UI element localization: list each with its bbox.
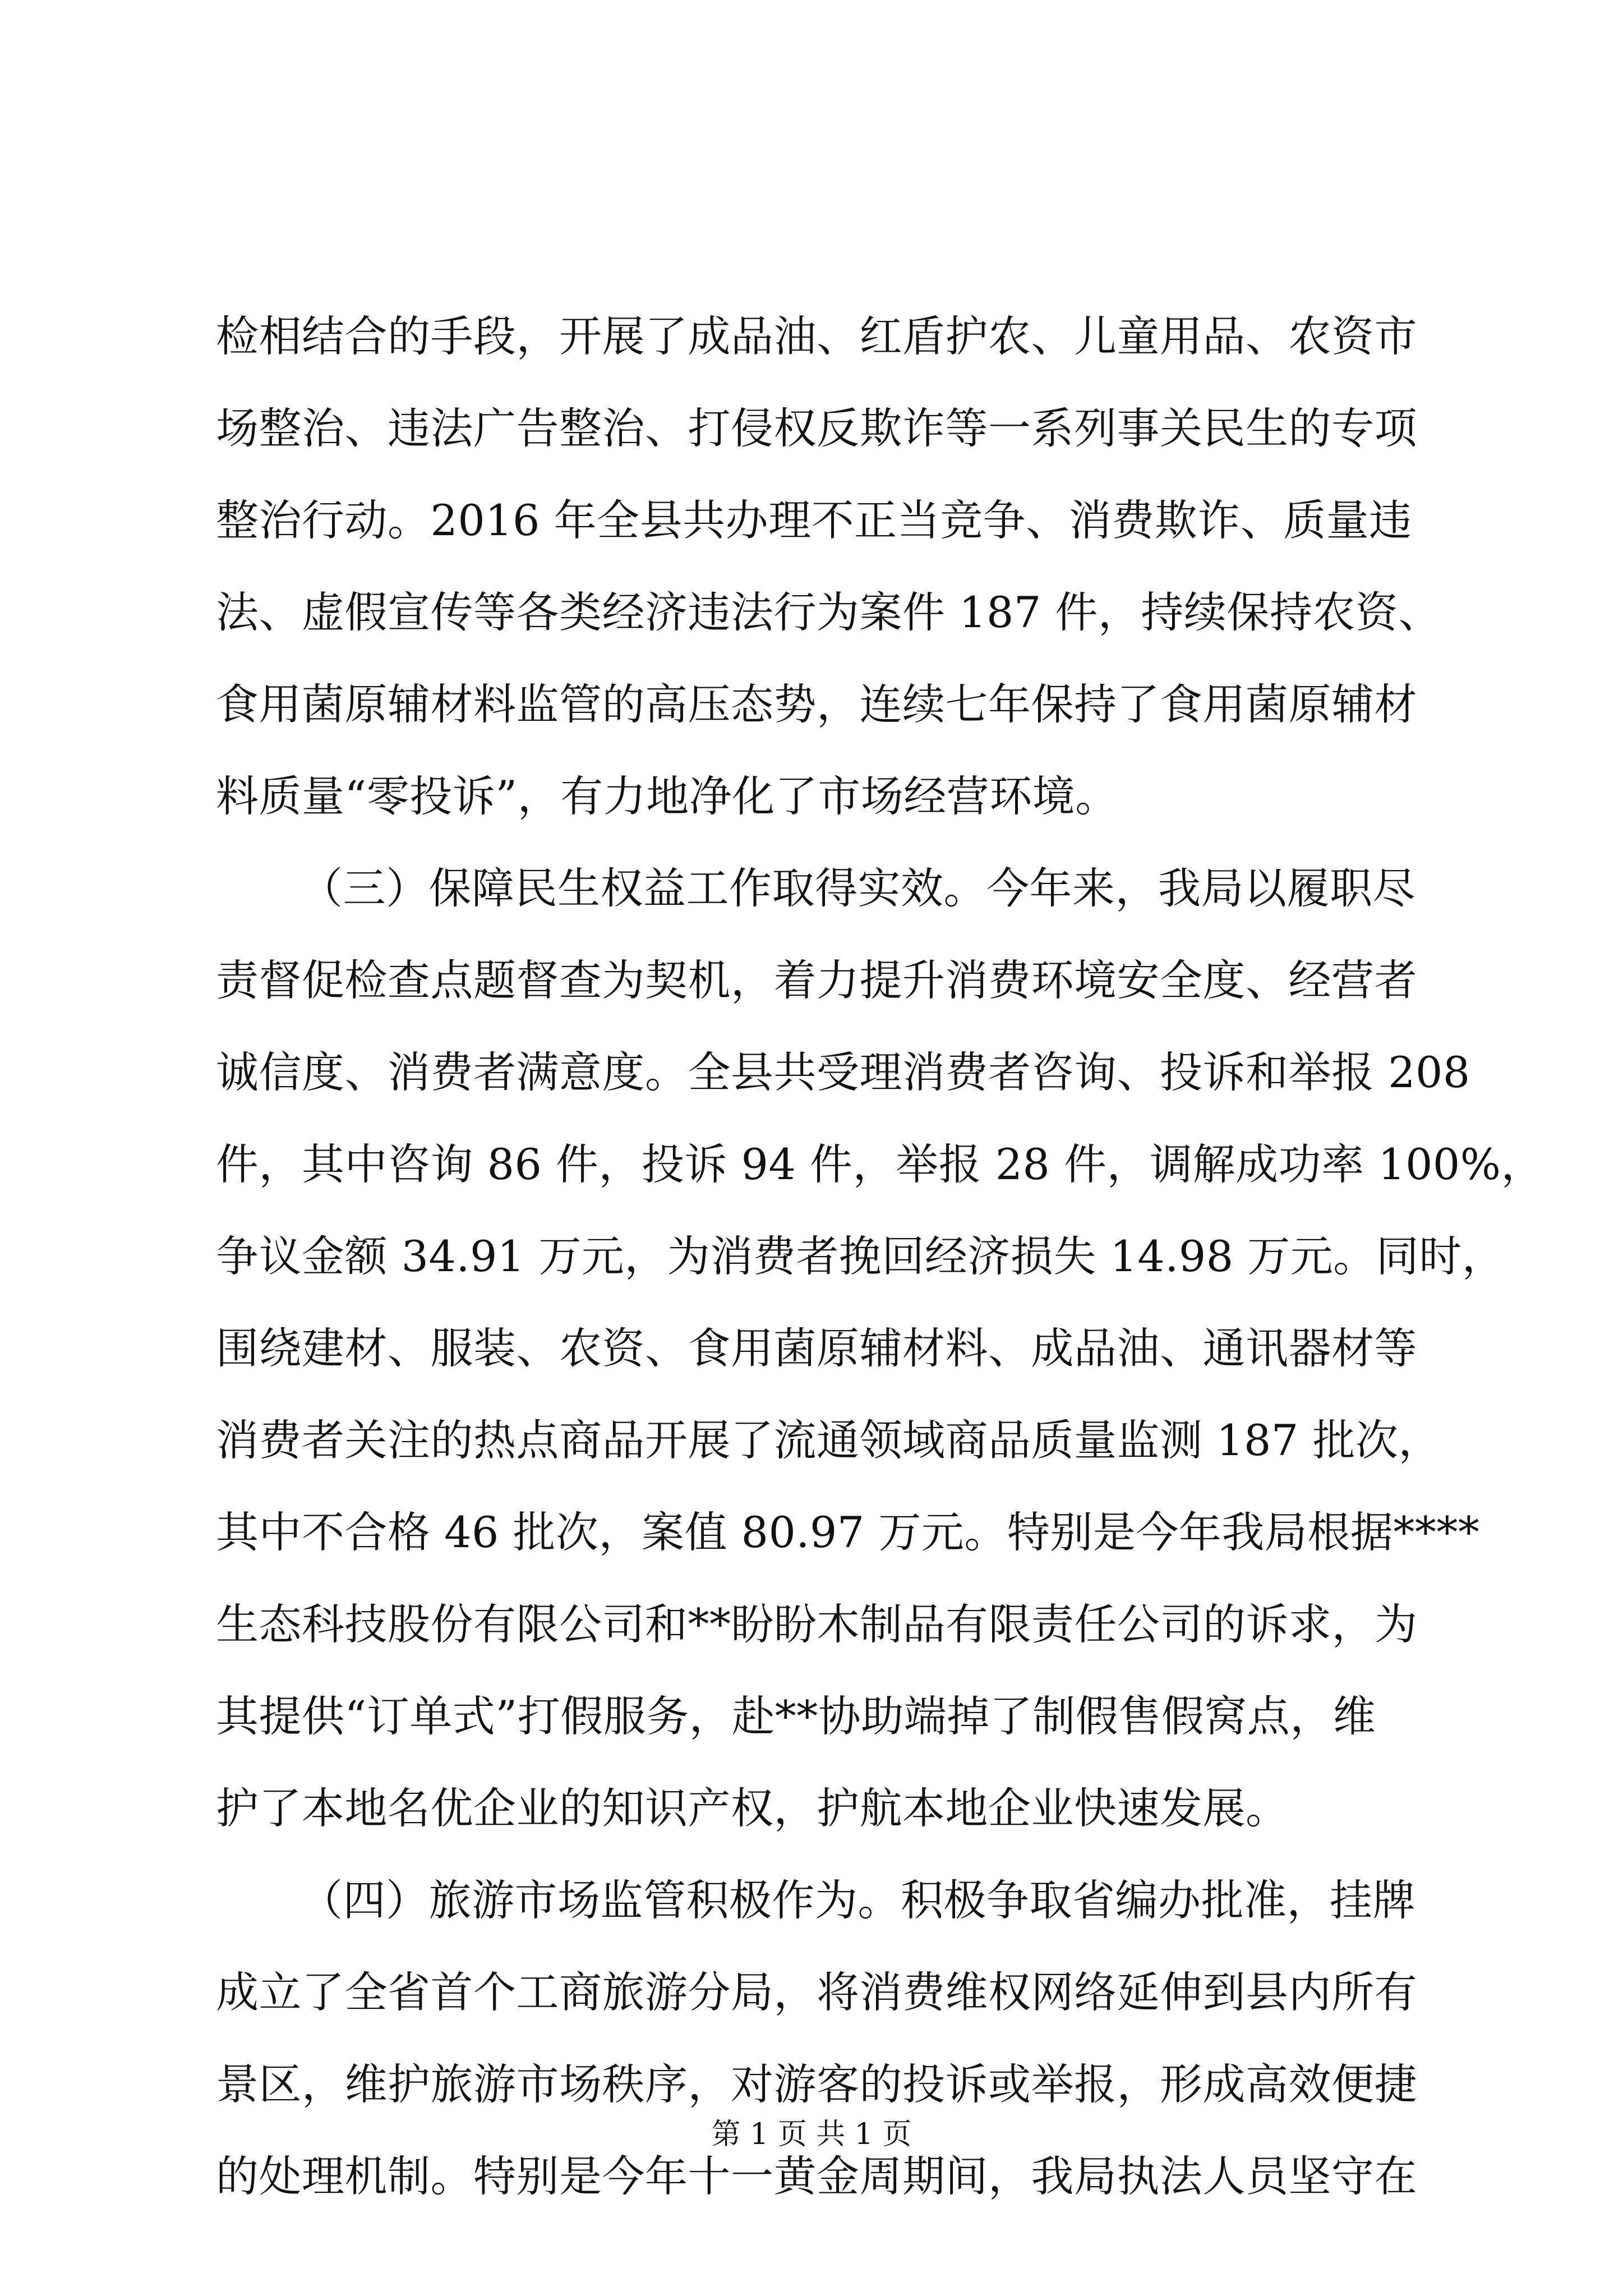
text-line: 责督促检查点题督查为契机，着力提升消费环境安全度、经营者 (216, 955, 1417, 1005)
text-line: 护了本地名优企业的知识产权，护航本地企业快速发展。 (216, 1783, 1289, 1833)
text-line: 诚信度、消费者满意度。全县共受理消费者咨询、投诉和举报 208 (216, 1047, 1470, 1097)
text-line: 生态科技股份有限公司和**盼盼木制品有限责任公司的诉求，为 (216, 1599, 1418, 1649)
paragraph-heading-4: （四）旅游市场监管积极作为。积极争取省编办批准，挂牌 (300, 1875, 1415, 1925)
text-line: 其中不合格 46 批次，案值 80.97 万元。特别是今年我局根据**** (216, 1507, 1480, 1557)
text-line: 食用菌原辅材料监管的高压态势，连续七年保持了食用菌原辅材 (216, 679, 1417, 729)
text-line: 场整治、违法广告整治、打侵权反欺诈等一系列事关民生的专项 (216, 403, 1417, 453)
body-text (216, 291, 1544, 2223)
text-line: 的处理机制。特别是今年十一黄金周期间，我局执法人员坚守在 (216, 2151, 1417, 2201)
text-line: 料质量“零投诉”，有力地净化了市场经营环境。 (216, 771, 1118, 821)
text-line: 景区，维护旅游市场秩序，对游客的投诉或举报，形成高效便捷 (216, 2059, 1417, 2109)
text-line: 消费者关注的热点商品开展了流通领域商品质量监测 187 批次， (216, 1415, 1441, 1465)
text-line: 其提供“订单式”打假服务，赴**协助端掉了制假售假窝点，维 (216, 1691, 1376, 1741)
text-line: 成立了全省首个工商旅游分局，将消费维权网络延伸到县内所有 (216, 1967, 1417, 2017)
page-footer: 第 1 页 共 1 页 (711, 2118, 912, 2151)
text-line: 检相结合的手段，开展了成品油、红盾护农、儿童用品、农资市 (216, 311, 1417, 361)
text-line: 法、虚假宣传等各类经济违法行为案件 187 件，持续保持农资、 (216, 587, 1441, 637)
paragraph-heading-3: （三）保障民生权益工作取得实效。今年来，我局以履职尽 (300, 863, 1415, 913)
text-line: 整治行动。2016 年全县共办理不正当竞争、消费欺诈、质量违 (216, 495, 1412, 545)
text-line: 争议金额 34.91 万元，为消费者挽回经济损失 14.98 万元。同时， (216, 1231, 1505, 1281)
text-line: 件，其中咨询 86 件，投诉 94 件，举报 28 件，调解成功率 100%， (216, 1139, 1544, 1189)
text-line: 围绕建材、服装、农资、食用菌原辅材料、成品油、通讯器材等 (216, 1323, 1417, 1373)
